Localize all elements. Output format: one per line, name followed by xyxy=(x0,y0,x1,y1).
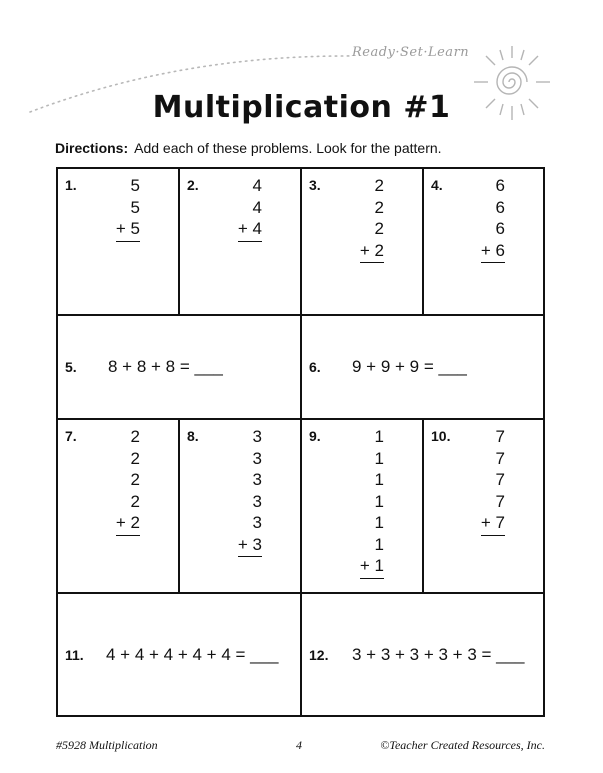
equation: 8 + 8 + 8 = ___ xyxy=(108,357,223,376)
last-addend: + 6 xyxy=(481,240,505,264)
addend: 6 xyxy=(495,197,505,217)
addend: 1 xyxy=(374,427,384,446)
last-addend: + 4 xyxy=(238,218,262,242)
problem-row-1 xyxy=(58,169,543,316)
addition-stack xyxy=(481,175,505,263)
addend: 1 xyxy=(374,491,384,511)
problem-grid xyxy=(56,167,545,717)
addend: 6 xyxy=(495,176,505,195)
footer-page-number: 4 xyxy=(296,738,302,752)
addend: 1 xyxy=(374,513,384,532)
addend: 3 xyxy=(252,513,262,532)
last-addend: + 2 xyxy=(360,240,384,264)
addend: 3 xyxy=(252,491,262,511)
problem-cell xyxy=(302,169,424,314)
addend: 4 xyxy=(252,176,262,195)
addend: 1 xyxy=(374,470,384,489)
brand-logo-text: Ready·Set·Learn xyxy=(352,45,470,60)
last-addend: + 3 xyxy=(238,534,262,558)
problem-number: 11. xyxy=(65,646,84,663)
problem-number: 8. xyxy=(187,428,199,444)
addition-stack xyxy=(238,175,262,242)
addend: 3 xyxy=(252,448,262,468)
problem-cell xyxy=(302,420,424,592)
addition-stack xyxy=(238,426,262,557)
last-addend: + 5 xyxy=(116,218,140,242)
problem-cell xyxy=(58,420,180,592)
footer-book-title: #5928 Multiplication xyxy=(56,738,158,752)
problem-cell xyxy=(58,316,302,418)
problem-cell xyxy=(180,169,302,314)
addition-stack xyxy=(360,175,384,263)
addend: 7 xyxy=(495,427,505,446)
footer-copyright: ©Teacher Created Resources, Inc. xyxy=(380,738,545,752)
addend: 7 xyxy=(495,448,505,468)
last-addend: + 2 xyxy=(116,512,140,536)
directions-label: Directions: xyxy=(55,140,129,156)
addend: 4 xyxy=(252,197,262,217)
problem-number: 3. xyxy=(309,177,321,193)
problem-number: 1. xyxy=(65,177,77,193)
addend: 2 xyxy=(130,448,140,468)
addend: 3 xyxy=(252,427,262,446)
problem-cell xyxy=(302,316,543,418)
problem-cell xyxy=(58,594,302,715)
addition-stack xyxy=(116,175,140,242)
addend: 1 xyxy=(374,534,384,554)
problem-number: 4. xyxy=(431,177,443,193)
problem-number: 6. xyxy=(309,359,321,375)
addend: 7 xyxy=(495,491,505,511)
problem-row-4 xyxy=(58,594,543,715)
addition-stack xyxy=(481,426,505,536)
problem-number: 7. xyxy=(65,428,77,444)
addend: 5 xyxy=(130,197,140,217)
problem-number: 5. xyxy=(65,359,77,375)
page-title: Multiplication #1 xyxy=(152,90,451,125)
addend: 3 xyxy=(252,470,262,489)
last-addend: + 7 xyxy=(481,512,505,536)
equation: 9 + 9 + 9 = ___ xyxy=(352,357,467,376)
addend: 1 xyxy=(374,448,384,468)
problem-number: 9. xyxy=(309,428,321,444)
addend: 2 xyxy=(130,491,140,511)
problem-cell xyxy=(424,169,543,314)
problem-row-2 xyxy=(58,316,543,420)
addend: 2 xyxy=(374,176,384,195)
problem-number: 12. xyxy=(309,646,329,663)
addition-stack xyxy=(360,426,384,579)
equation: 4 + 4 + 4 + 4 + 4 = ___ xyxy=(106,644,279,664)
addend: 5 xyxy=(130,176,140,195)
last-addend: + 1 xyxy=(360,555,384,579)
addend: 2 xyxy=(374,219,384,238)
problem-cell xyxy=(302,594,543,715)
problem-number: 2. xyxy=(187,177,199,193)
addend: 7 xyxy=(495,470,505,489)
problem-cell xyxy=(58,169,180,314)
problem-cell xyxy=(424,420,543,592)
problem-number: 10. xyxy=(431,428,451,444)
problem-cell xyxy=(180,420,302,592)
addend: 2 xyxy=(130,470,140,489)
addend: 2 xyxy=(130,427,140,446)
addend: 2 xyxy=(374,197,384,217)
problem-row-3 xyxy=(58,420,543,594)
directions-text: Add each of these problems. Look for the pattern. xyxy=(134,140,442,156)
directions xyxy=(55,140,442,156)
equation: 3 + 3 + 3 + 3 + 3 = ___ xyxy=(352,644,525,664)
addend: 6 xyxy=(495,219,505,238)
addition-stack xyxy=(116,426,140,536)
